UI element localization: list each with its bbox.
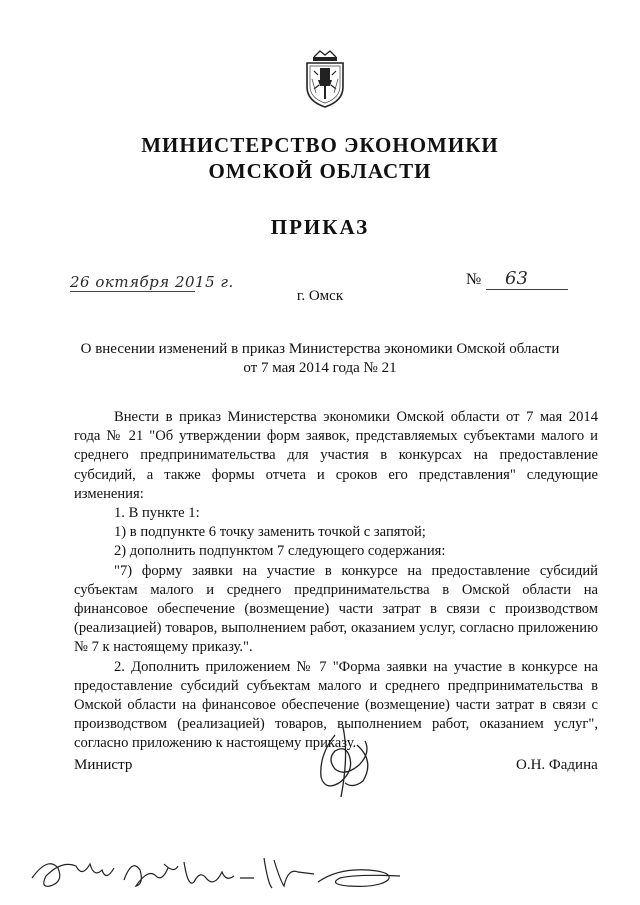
signatory-name: О.Н. Фадина xyxy=(516,757,598,773)
subject-line2: от 7 мая 2014 года № 21 xyxy=(243,360,397,376)
body-paragraph: "7) форму заявки на участие в конкурсе на предоставление субсидий субъектам малого и среднего предпринимательства в Омской области на финансовое обеспечение (возмещение) части затрат в связи с производством (реализацией) товаров, выполнением работ, оказанием услуг, согласно приложению № 7 к настоящему приказу.". xyxy=(74,562,598,656)
order-city: г. Омск xyxy=(296,288,344,304)
order-number: 63 xyxy=(505,268,528,289)
subject-line1: О внесении изменений в приказ Министерства экономики Омской области xyxy=(80,341,560,357)
body-paragraph: 1. В пункте 1: xyxy=(114,505,200,522)
signatory-position: Министр xyxy=(74,757,133,773)
approval-signatures-icon xyxy=(28,848,408,898)
minister-signature-icon xyxy=(305,725,385,800)
body-paragraph: 1) в подпункте 6 точку заменить точкой с запятой; xyxy=(114,524,426,541)
omsk-coat-of-arms-icon xyxy=(302,49,348,111)
order-body xyxy=(74,408,598,754)
order-date: 26 октября 2015 г. xyxy=(70,273,234,291)
order-number-label: № xyxy=(466,271,482,288)
body-paragraph: Внести в приказ Министерства экономики Омской области от 7 мая 2014 года № 21 "Об утверждении форм заявок, представляемых субъектами малого и среднего предпринимательства для участия в конкурсах на предоставление субсидий, а также формы отчета и сроков его представления" следующие изменения: xyxy=(74,409,598,502)
body-paragraph: 2) дополнить подпунктом 7 следующего содержания: xyxy=(114,543,446,560)
body-paragraph: 2. Дополнить приложением № 7 "Форма заявки на участие в конкурсе на предоставление субсидий субъектам малого и среднего предпринимательства в Омской области на финансовое обеспечение (возмещение) части затрат в связи с производством (реализацией) товаров, выполнением работ, оказанием услуг", согласно приложению к настоящему приказу. xyxy=(74,658,598,752)
ministry-name-line1: МИНИСТЕРСТВО ЭКОНОМИКИ xyxy=(141,133,499,157)
ministry-name-line2: ОМСКОЙ ОБЛАСТИ xyxy=(208,159,432,183)
document-type-title: ПРИКАЗ xyxy=(270,215,370,239)
order-subject xyxy=(60,340,580,378)
